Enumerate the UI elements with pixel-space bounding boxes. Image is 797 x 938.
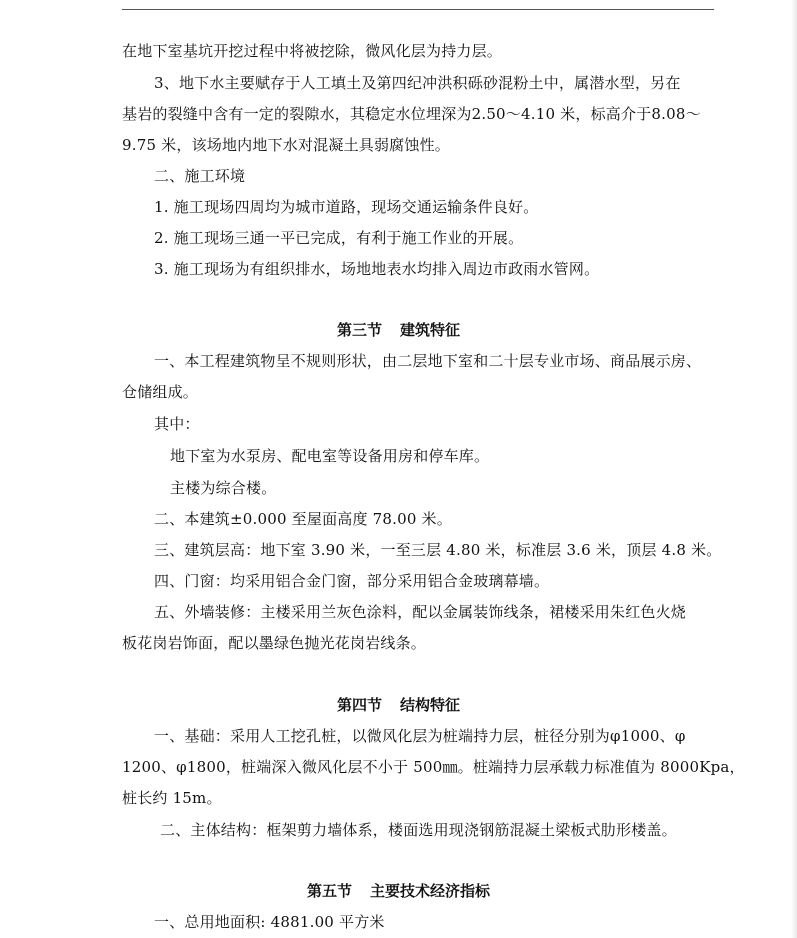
text-line: 9.75 米，该场地内地下水对混凝土具弱腐蚀性。	[122, 136, 450, 154]
section-title: 建筑特征	[400, 321, 461, 339]
text-line: 一、基础：采用人工挖孔桩，以微风化层为桩端持力层，桩径分别为φ1000、φ	[154, 727, 686, 745]
text-line: 地下室为水泵房、配电室等设备用房和停车库。	[170, 447, 490, 465]
text-line: 三、建筑层高：地下室 3.90 米，一至三层 4.80 米，标准层 3.6 米，顶层 4.8 米。	[154, 541, 722, 559]
section-number: 第四节	[336, 696, 382, 714]
text-line: 其中：	[154, 415, 200, 433]
text-line: 一、本工程建筑物呈不规则形状，由二层地下室和二十层专业市场、商品展示房、	[154, 352, 702, 370]
text-line: 四、门窗：均采用铝合金门窗，部分采用铝合金玻璃幕墙。	[154, 572, 550, 590]
section-number: 第五节	[306, 882, 352, 900]
text-line: 2. 施工现场三通一平已完成，有利于施工作业的开展。	[154, 229, 524, 247]
text-line: 基岩的裂缝中含有一定的裂隙水，其稳定水位埋深为2.50～4.10 米，标高介于8.08～	[122, 105, 701, 123]
text-line: 一、总用地面积: 4881.00 平方米	[154, 913, 385, 931]
text-line: 3. 施工现场为有组织排水，场地地表水均排入周边市政雨水管网。	[154, 260, 600, 278]
text-line: 桩长约 15m。	[122, 789, 222, 807]
text-line: 二、施工环境	[154, 167, 246, 185]
page-edge-shadow	[791, 0, 797, 938]
text-line: 板花岗岩饰面，配以墨绿色抛光花岗岩线条。	[122, 634, 427, 652]
text-line: 主楼为综合楼。	[170, 479, 277, 497]
section-heading	[0, 881, 797, 901]
text-line: 仓储组成。	[122, 383, 199, 401]
text-line: 1200、φ1800，桩端深入微风化层不小于 500㎜。桩端持力层承载力标准值为 8000Kpa，	[122, 758, 745, 776]
text-line: 1. 施工现场四周均为城市道路，现场交通运输条件良好。	[154, 198, 539, 216]
text-line: 二、主体结构：框架剪力墙体系，楼面选用现浇钢筋混凝土梁板式肋形楼盖。	[160, 821, 677, 839]
header-rule	[122, 9, 714, 10]
section-heading	[0, 695, 797, 715]
text-line: 3、地下水主要赋存于人工填土及第四纪冲洪积砾砂混粉土中，属潜水型，另在	[154, 74, 681, 92]
section-title: 结构特征	[400, 696, 461, 714]
text-line: 在地下室基坑开挖过程中将被挖除，微风化层为持力层。	[122, 42, 503, 60]
section-number: 第三节	[336, 321, 382, 339]
text-line: 五、外墙装修：主楼采用兰灰色涂料，配以金属装饰线条，裙楼采用朱红色火烧	[154, 603, 687, 621]
section-title: 主要技术经济指标	[370, 882, 491, 900]
section-heading	[0, 320, 797, 340]
text-line: 二、本建筑±0.000 至屋面高度 78.00 米。	[154, 510, 452, 528]
